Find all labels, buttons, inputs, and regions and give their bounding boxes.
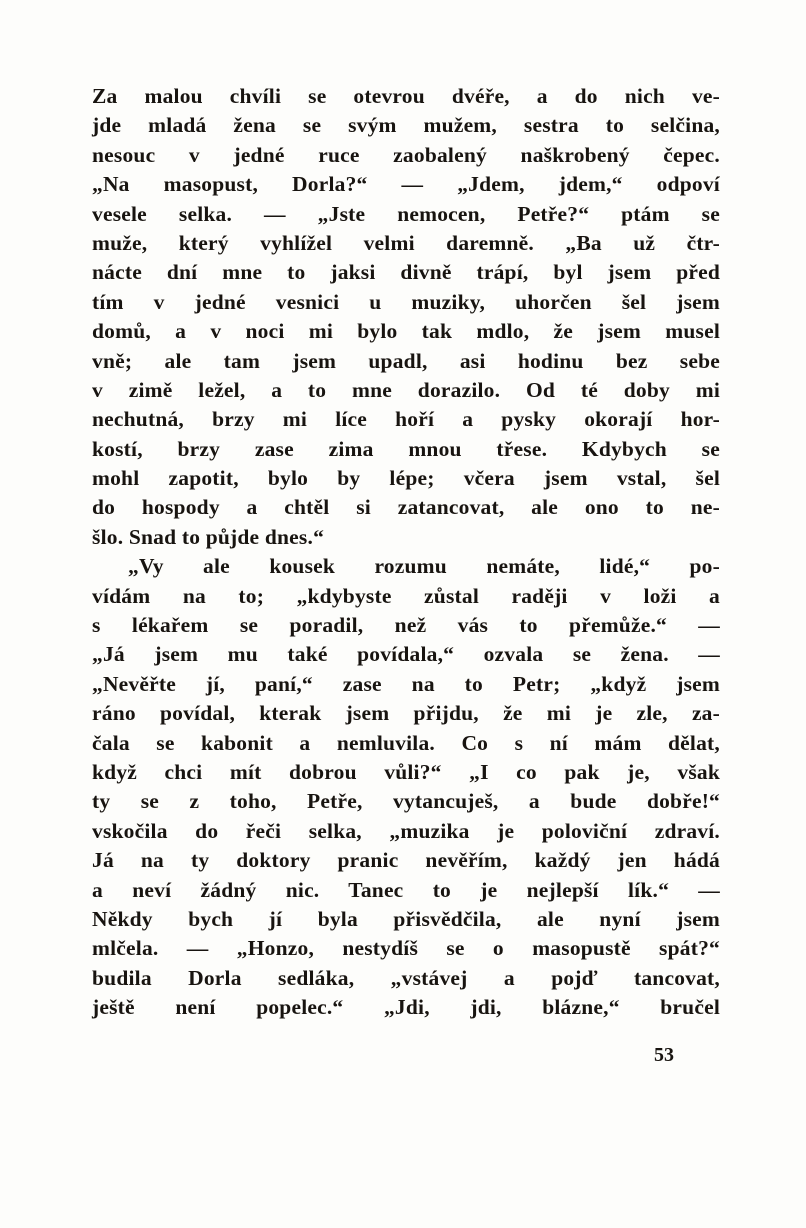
- text-line: a neví žádný nic. Tanec to je nejlepší lík.“ —: [92, 877, 720, 902]
- text-line: ty se z toho, Petře, vytancuješ, a bude dobře!“: [92, 789, 720, 814]
- text-line: do hospody a chtěl si zatancovat, ale ono to ne-: [92, 495, 720, 520]
- text-line: mlčela. — „Honzo, nestydíš se o masopustě spát?“: [92, 936, 720, 961]
- text-line: vesele selka. — „Jste nemocen, Petře?“ ptám se: [92, 201, 720, 226]
- text-line: „Na masopust, Dorla?“ — „Jdem, jdem,“ odpoví: [92, 172, 720, 197]
- text-line: v zimě ležel, a to mne dorazilo. Od té doby mi: [92, 377, 720, 402]
- text-line: jde mladá žena se svým mužem, sestra to selčina,: [92, 113, 720, 138]
- text-line: budila Dorla sedláka, „vstávej a pojď tancovat,: [92, 965, 720, 990]
- text-line: „Nevěřte jí, paní,“ zase na to Petr; „když jsem: [92, 671, 720, 696]
- text-line: když chci mít dobrou vůli?“ „I co pak je, však: [92, 759, 720, 784]
- text-line: „Vy ale kousek rozumu nemáte, lidé,“ po-: [128, 554, 720, 579]
- text-line: ráno povídal, kterak jsem přijdu, že mi je zle, za-: [92, 701, 720, 726]
- page-number: 53: [654, 1044, 674, 1066]
- text-line: tím v jedné vesnici u muziky, uhorčen šel jsem: [92, 289, 720, 314]
- text-line: „Já jsem mu také povídala,“ ozvala se žena. —: [92, 642, 720, 667]
- text-line: vídám na to; „kdybyste zůstal raději v loži a: [92, 583, 720, 608]
- text-line: nácte dní mne to jaksi divně trápí, byl jsem před: [92, 260, 720, 285]
- text-line: kostí, brzy zase zima mnou třese. Kdybych se: [92, 436, 720, 461]
- text-line: domů, a v noci mi bylo tak mdlo, že jsem musel: [92, 319, 720, 344]
- text-line: Někdy bych jí byla přisvědčila, ale nyní jsem: [92, 906, 720, 931]
- text-line: vně; ale tam jsem upadl, asi hodinu bez sebe: [92, 348, 720, 373]
- text-line: muže, který vyhlížel velmi daremně. „Ba už čtr-: [92, 230, 720, 255]
- text-line: Já na ty doktory pranic nevěřím, každý jen hádá: [92, 848, 720, 873]
- text-line: nesouc v jedné ruce zaobalený naškrobený čepec.: [92, 142, 720, 167]
- text-line: šlo. Snad to půjde dnes.“: [92, 524, 325, 549]
- text-line: mohl zapotit, bylo by lépe; včera jsem vstal, šel: [92, 466, 720, 491]
- text-block: [92, 82, 720, 1023]
- text-line: Za malou chvíli se otevrou dvéře, a do nich ve-: [92, 84, 720, 108]
- text-line: s lékařem se poradil, než vás to přemůže.“ —: [92, 613, 720, 638]
- text-line: ještě není popelec.“ „Jdi, jdi, blázne,“ bručel: [92, 995, 720, 1020]
- text-line: čala se kabonit a nemluvila. Co s ní mám dělat,: [92, 730, 720, 755]
- text-line: vskočila do řeči selka, „muzika je poloviční zdraví.: [92, 818, 720, 843]
- text-line: nechutná, brzy mi líce hoří a pysky okorají hor-: [92, 407, 720, 432]
